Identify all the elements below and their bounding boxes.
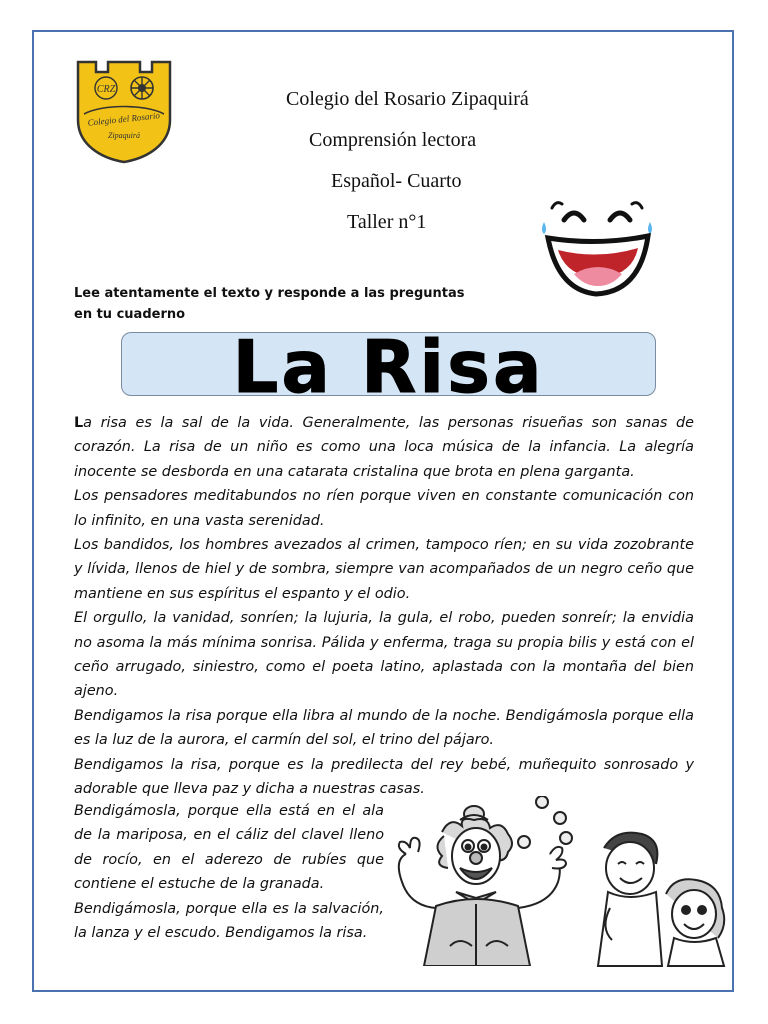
paragraph: Bendigamos la risa, porque es la predilecta del rey bebé, muñequito sonrosado y adorable que lleva paz y dicha a nuestras casas. [74, 756, 694, 798]
laughing-smiley-icon [522, 180, 682, 310]
smiling-children-illustration [596, 828, 736, 968]
dropcap-letter: L [74, 415, 84, 431]
school-crest-logo [72, 58, 176, 164]
paragraph: Bendigámosla, porque ella es la salvación, la lanza y el escudo. Bendigamos la risa. [74, 900, 384, 942]
juggling-clown-illustration [390, 796, 590, 966]
instruction-text: Lee atentamente el texto y responde a las preguntas en tu cuaderno [74, 286, 465, 322]
workshop-label: Taller n°1 [347, 211, 427, 233]
reading-body-continued [74, 799, 384, 945]
school-name: Colegio del Rosario Zipaquirá [286, 88, 529, 110]
svg-text:CRZ: CRZ [96, 84, 116, 95]
paragraph: El orgullo, la vanidad, sonríen; la lujuria, la gula, el robo, pueden sonreír; la envidia no asoma la más mínima sonrisa. Pálida y enferma, traga su propia bilis y está con el ceño arrugado, siniestro, como el poeta latino, aplastada con la montaña del bien ajeno. [74, 610, 694, 700]
reading-body [74, 411, 694, 802]
svg-text:Colegio del Rosario: Colegio del Rosario [87, 110, 161, 128]
title-banner [121, 332, 656, 396]
svg-text:Zipaquirá: Zipaquirá [107, 131, 141, 140]
reading-title: La Risa [232, 332, 545, 396]
paragraph: Bendigamos la risa porque ella libra al mundo de la noche. Bendigámosla porque ella es la luz de la aurora, el carmín del sol, el trino del pájaro. [74, 707, 694, 749]
paragraph: Los bandidos, los hombres avezados al crimen, tampoco ríen; en su vida zozobrante y lívida, llenos de hiel y de sombra, siempre van acompañados de un negro ceño que mantiene en sus espíritus el espanto y el odio. [74, 537, 694, 602]
paragraph: Bendigámosla, porque ella está en el ala de la mariposa, en el cáliz del clavel lleno de rocío, en el aderezo de rubíes que contiene el estuche de la granada. [74, 803, 384, 893]
paragraph: Los pensadores meditabundos no ríen porque viven en constante comunicación con lo infinito, en una vasta serenidad. [74, 488, 694, 529]
course-label: Español- Cuarto [331, 170, 462, 192]
subject-title: Comprensión lectora [309, 129, 477, 151]
paragraph: La risa es la sal de la vida. Generalmente, las personas risueñas son sanas de corazón. La risa de un niño es como una loca música de la infancia. La alegría inocente se desborda en una catarata cristalina que brota en plena garganta. [74, 415, 694, 480]
